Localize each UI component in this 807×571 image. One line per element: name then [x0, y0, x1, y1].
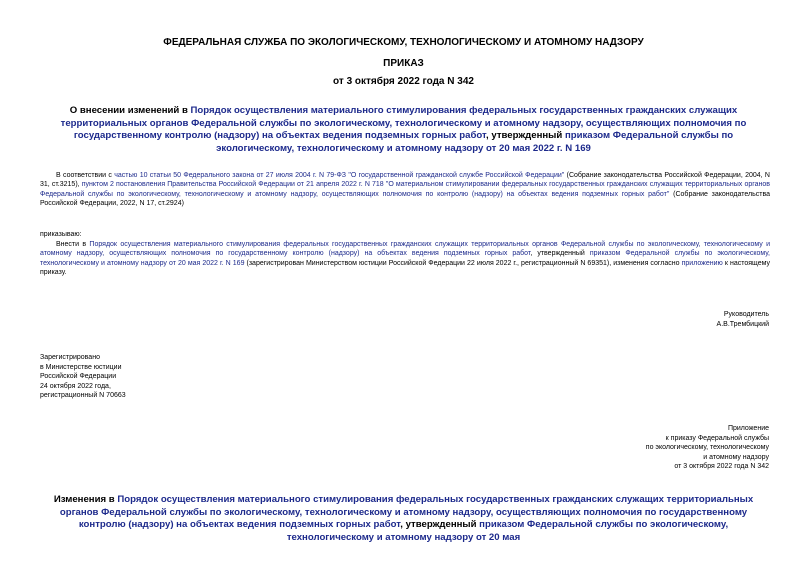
doc-type: ПРИКАЗ: [383, 58, 424, 69]
body-link-appendix[interactable]: приложению: [681, 259, 723, 267]
changes-link-procedure[interactable]: Порядок осуществления материального стимулирования федеральных государственных гражданских служащих территориальных органов Федеральной службы по экологическому, технологическому и атомному надзору, осуществляющих полномочия по государственному контролю (надзору) на объектах ведения подземных горных работ: [59, 494, 754, 530]
registration-line: 24 октября 2022 года,: [40, 382, 111, 390]
agency-header: ФЕДЕРАЛЬНАЯ СЛУЖБА ПО ЭКОЛОГИЧЕСКОМУ, ТЕХНОЛОГИЧЕСКОМУ И АТОМНОМУ НАДЗОРУ: [163, 37, 644, 48]
registration-line: регистрационный N 70663: [40, 392, 126, 400]
order-word: приказываю:: [40, 231, 82, 238]
appendix-line: Приложение: [727, 425, 769, 432]
appendix-block: [646, 424, 769, 472]
title-link-procedure[interactable]: Порядок осуществления материального стимулирования федеральных государственных гражданских служащих территориальных органов Федеральной службы по экологическому, технологическому и атомному надзору, осуществляющих полномочия по государственному контролю (надзору) на объектах ведения подземных горных работ: [60, 105, 747, 141]
signature-block: [717, 310, 769, 329]
appendix-line: к приказу Федеральной службы: [665, 434, 769, 442]
body-link-order-169[interactable]: приказом Федеральной службы по экологическому, технологическому и атомному надзору от 20 мая 2022 г. N 169: [40, 250, 770, 267]
registration-line: Российской Федерации: [40, 373, 117, 381]
preamble-text-1: В соответствии с: [56, 172, 115, 179]
preamble-text-3: (Собрание законодательства Российской Федерации, 2022, N 17, ст.2924): [40, 190, 770, 208]
appendix-line: от 3 октября 2022 года N 342: [674, 463, 769, 470]
body-link-procedure[interactable]: Порядок осуществления материального стимулирования федеральных государственных гражданских служащих территориальных органов Федеральной службы по экологическому, технологическому и атомному надзору, осуществляющих полномочия по государственному контролю (надзору) на объектах ведения подземных горных работ: [40, 241, 770, 258]
title-text-2: , утвержденный: [486, 130, 565, 141]
changes-text-1: Изменения в: [53, 494, 118, 505]
body-text-1: Внести в: [56, 241, 90, 248]
signature-role: Руководитель: [723, 311, 769, 318]
preamble-text-2: (Собрание законодательства Российской Федерации, 2004, N 31, ст.3215),: [40, 172, 770, 189]
body-text-2: , утвержденный: [530, 250, 590, 258]
order-date-number: от 3 октября 2022 года N 342: [333, 76, 474, 87]
appendix-line: по экологическому, технологическому: [645, 444, 769, 451]
title-text-1: О внесении изменений в: [69, 105, 191, 116]
registration-line: в Министерстве юстиции: [40, 363, 122, 371]
changes-title: [36, 494, 771, 544]
appendix-line: и атомному надзору: [703, 453, 769, 461]
registration-line: Зарегистрировано: [40, 354, 100, 361]
body-text-4: к настоящему приказу.: [40, 259, 770, 277]
registration-block: [40, 353, 126, 401]
link-government-decree-718[interactable]: пунктом 2 постановления Правительства Российской Федерации от 21 апреля 2022 г. N 718 "О материальном стимулировании федеральных государственных гражданских служащих территориальных органов Федеральной службы по экологическому, технологическому и атомному надзору, осуществляющих полномочия по контролю (надзору) на объектах ведения подземных горных работ": [40, 181, 771, 198]
signature-name: А.В.Трембицкий: [716, 320, 769, 328]
changes-text-2: , утвержденный: [400, 519, 480, 530]
preamble-paragraph: [40, 171, 770, 209]
order-title: [36, 105, 771, 155]
title-link-order-169[interactable]: приказом Федеральной службы по экологическому, технологическому и атомному надзору от 20 мая 2022 г. N 169: [216, 130, 734, 154]
changes-link-order[interactable]: приказом Федеральной службы по экологическому, технологическому и атомному надзору от 20 мая: [286, 519, 729, 543]
body-paragraph: [40, 240, 770, 278]
link-federal-law-79fz[interactable]: частью 10 статьи 50 Федерального закона от 27 июля 2004 г. N 79-ФЗ "О государственной гражданской службе Российской Федерации": [114, 172, 565, 179]
body-text-3: (зарегистрирован Министерством юстиции Российской Федерации 22 июля 2022 г., регистрационный N 69351), изменения согласно: [244, 259, 682, 267]
